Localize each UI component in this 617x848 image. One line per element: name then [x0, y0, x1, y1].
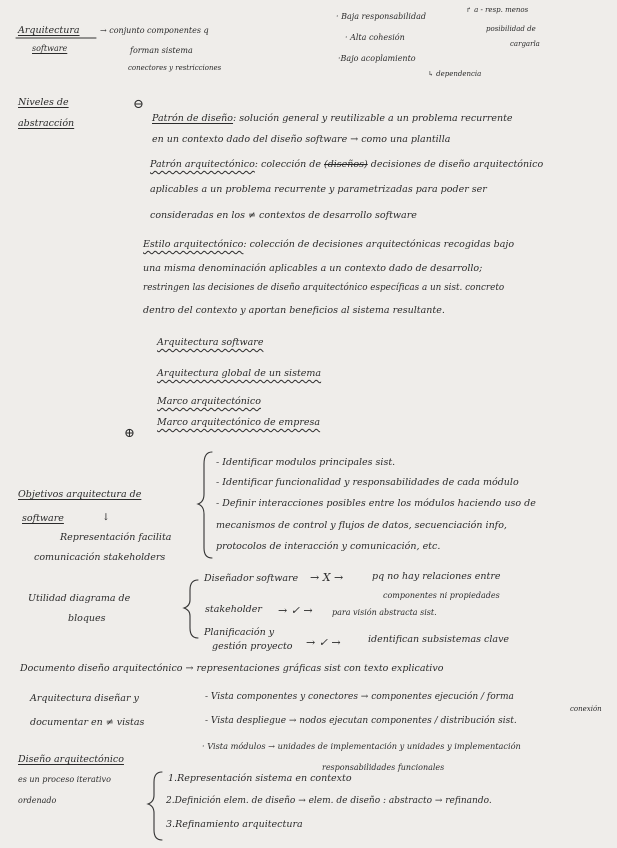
proceso-paso-2: 2.Definición elem. de diseño → elem. de diseño : abstracto → refinando.: [166, 796, 492, 806]
objetivo-2: - Identificar funcionalidad y responsabilidades de cada módulo: [216, 477, 519, 488]
niveles-title-2: abstracción: [18, 118, 75, 129]
plus-circle-mark: ⊕: [124, 426, 135, 441]
note-posibilidad: posibilidad de: [486, 25, 536, 33]
bullet-baja-resp: · Baja responsabilidad: [336, 12, 426, 21]
bullet-bajo-acoplamiento: ·Bajo acoplamiento: [338, 54, 416, 63]
vista-modulos-cont: responsabilidades funcionales: [322, 763, 445, 772]
vista-componentes: - Vista componentes y conectores → componentes ejecución / forma: [205, 692, 514, 702]
proceso-title-1: Diseño arquitectónico: [18, 754, 124, 765]
objetivos-comunicacion: comunicación stakeholders: [34, 552, 166, 563]
proceso-title-2: es un proceso iterativo: [18, 775, 111, 784]
objetivos-arrow: ↓: [102, 512, 110, 523]
utilidad-row3-label-2: gestión proyecto: [212, 641, 293, 652]
level-arquitectura-software: Arquitectura software: [157, 337, 264, 348]
level-arquitectura-global: Arquitectura global de un sistema: [157, 368, 322, 379]
utilidad-row3-arrow: → ✓ →: [306, 636, 341, 649]
utilidad-row1-text-2: componentes ni propiedades: [383, 591, 500, 600]
objetivos-representacion: Representación facilita: [60, 532, 172, 543]
patron-arq-line-3: consideradas en los ≠ contextos de desarrollo software: [150, 210, 417, 221]
patron-arq-struck: (diseños): [323, 159, 368, 170]
minus-circle-mark: ⊖: [133, 97, 144, 112]
objetivos-title-1: Objetivos arquitectura de: [18, 489, 142, 500]
estilo-term: Estilo arquitectónico: [143, 239, 244, 250]
level-marco-empresa: Marco arquitectónico de empresa: [157, 417, 321, 428]
arq-def-3: conectores y restricciones: [128, 64, 222, 72]
vistas-title-1: Arquitectura diseñar y: [30, 693, 139, 704]
patron-diseno-line-1: [152, 114, 513, 124]
estilo-line-4: dentro del contexto y aportan beneficios al sistema resultante.: [143, 305, 445, 316]
objetivo-3: - Definir interacciones posibles entre los módulos haciendo uso de: [216, 498, 536, 509]
arq-def-1: → conjunto componentes q: [100, 26, 209, 35]
proceso-paso-3: 3.Refinamiento arquitectura: [166, 819, 303, 830]
utilidad-title-2: bloques: [68, 613, 106, 624]
patron-arq-line-2: aplicables a un problema recurrente y parametrizadas para poder ser: [150, 184, 487, 195]
vista-modulos: · Vista módulos → unidades de implementación y unidades y implementación: [202, 741, 521, 751]
arq-title-1: Arquitectura: [18, 25, 80, 36]
arq-def-2: forman sistema: [130, 46, 193, 55]
vista-componentes-conexion: conexión: [570, 705, 602, 713]
utilidad-row3-label-1: Planificación y: [204, 627, 275, 638]
patron-arq-def-a: : colección de: [254, 159, 324, 170]
estilo-line-2: una misma denominación aplicables a un contexto dado de desarrollo;: [143, 263, 483, 274]
objetivo-5: protocolos de interacción y comunicación, etc.: [216, 541, 441, 552]
utilidad-row1-arrow: → X →: [310, 571, 344, 584]
objetivo-4: mecanismos de control y flujos de datos, secuenciación info,: [216, 520, 507, 531]
vista-despliegue: - Vista despliegue → nodos ejecutan componentes / distribución sist.: [205, 716, 517, 726]
patron-diseno-def: : solución general y reutilizable a un problema recurrente: [233, 113, 513, 124]
brace-proceso: [148, 772, 162, 840]
objetivos-title-2: software: [22, 513, 64, 524]
utilidad-row2-label: stakeholder: [205, 604, 262, 615]
estilo-def: : colección de decisiones arquitectónicas recogidas bajo: [243, 239, 515, 250]
brace-utilidad: [184, 580, 198, 638]
documento-line: Documento diseño arquitectónico → representaciones gráficas sist con texto explicativo: [20, 663, 444, 674]
utilidad-row1-label: Diseñador software: [204, 573, 299, 584]
level-marco-arquitectonico: Marco arquitectónico: [157, 396, 261, 407]
objetivo-1: - Identificar modulos principales sist.: [216, 457, 396, 468]
patron-diseno-term: Patrón de diseño: [152, 113, 234, 124]
proceso-title-3: ordenado: [18, 796, 57, 805]
utilidad-title-1: Utilidad diagrama de: [28, 593, 131, 604]
utilidad-row2-text: para visión abstracta sist.: [332, 608, 437, 617]
patron-diseno-line-2: en un contexto dado del diseño software → como una plantilla: [152, 134, 451, 145]
estilo-line-1: [143, 240, 514, 250]
niveles-title-1: Niveles de: [18, 97, 69, 108]
patron-arq-term: Patrón arquitectónico: [150, 159, 255, 170]
patron-arq-def-b: decisiones de diseño arquitectónico: [367, 159, 544, 170]
utilidad-row2-arrow: → ✓ →: [278, 604, 313, 617]
brace-objetivos: [198, 452, 212, 558]
vistas-title-2: documentar en ≠ vistas: [30, 717, 145, 728]
bullet-dependencia: ↳ dependencia: [428, 70, 482, 78]
utilidad-row3-text: identifican subsistemas clave: [368, 634, 510, 645]
bullet-alta-cohesion: · Alta cohesión: [345, 33, 405, 42]
patron-arq-line-1: [150, 160, 543, 170]
note-menos-resp: ↱ a - resp. menos: [466, 6, 529, 14]
proceso-paso-1: 1.Representación sistema en contexto: [168, 773, 352, 784]
utilidad-row1-text-1: pq no hay relaciones entre: [372, 571, 501, 582]
estilo-line-3: restringen las decisiones de diseño arquitectónico específicas a un sist. concreto: [143, 283, 505, 293]
note-cargarla: cargarla: [510, 40, 540, 48]
arq-title-2: software: [32, 44, 68, 53]
